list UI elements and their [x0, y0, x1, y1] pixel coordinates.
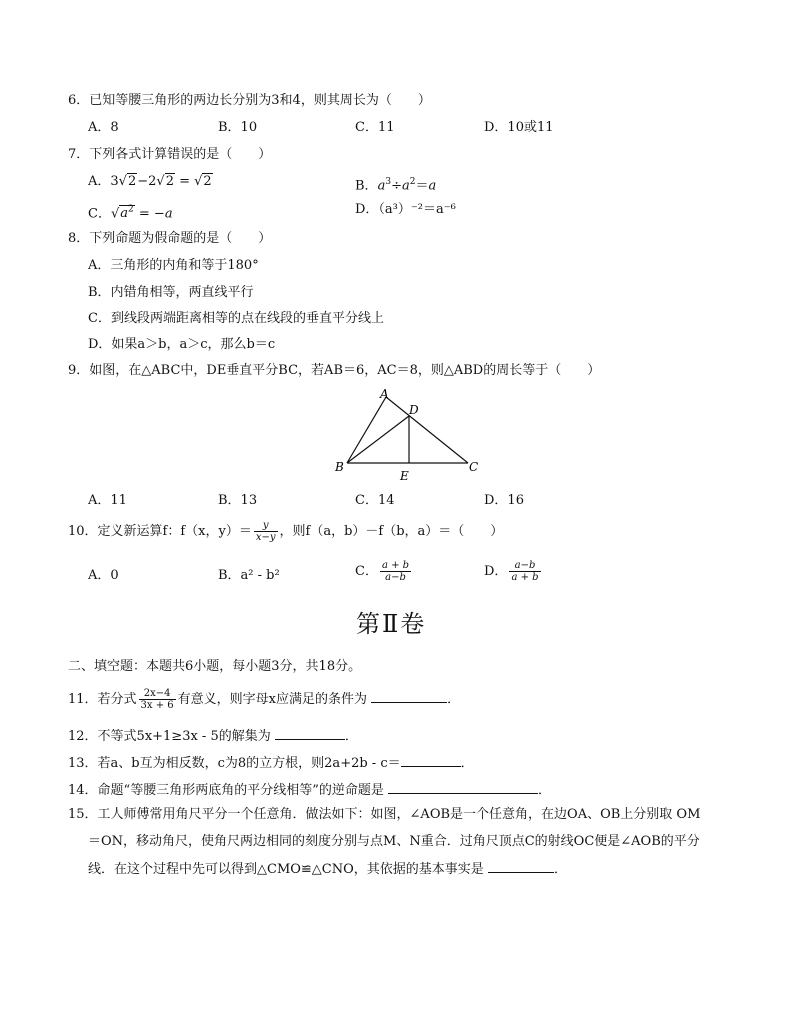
q14-pre: 14．命题“等腰三角形两底角的平分线相等”的逆命题是 — [68, 783, 384, 798]
q12-pre: 12．不等式5x+1≥3x - 5的解集为 — [68, 729, 271, 744]
q11-frac-num: 2x−4 — [139, 688, 176, 700]
q10-option-c-label: C． — [355, 564, 378, 579]
q7-option-c-label: C． — [88, 206, 111, 222]
label-d: D — [409, 403, 419, 417]
q12-answer-blank[interactable] — [275, 726, 345, 740]
q8-option-b: B．内错角相等，两直线平行 — [88, 285, 254, 300]
q11-frac-den: 3x + 6 — [140, 700, 174, 711]
q7-option-d: D．（a³）⁻²＝a⁻⁶ — [355, 202, 456, 217]
q13-answer-blank[interactable] — [401, 753, 461, 767]
q6-option-b: B．10 — [218, 120, 258, 135]
q13-pre: 13．若a、b互为相反数，c为8的立方根，则2a+2b - c＝ — [68, 756, 401, 771]
q6-option-c: C．11 — [355, 120, 395, 135]
q9-option-b: B．13 — [218, 493, 258, 508]
q15-line1: 15．工人师傅常用角尺平分一个任意角．做法如下：如图，∠AOB是一个任意角，在边OA、OB上分别取 OM — [68, 807, 701, 822]
q9-stem: 9．如图，在△ABC中，DE垂直平分BC，若AB＝6，AC＝8，则△ABD的周长等于（ ） — [68, 363, 601, 378]
q8-option-a: A．三角形的内角和等于180° — [88, 258, 259, 273]
triangle-figure — [330, 385, 500, 485]
q10-c-den: a−b — [385, 572, 406, 583]
q13-end: ． — [460, 756, 474, 771]
segment-bd — [347, 416, 409, 463]
segment-ac — [386, 397, 468, 463]
q9-option-c: C．14 — [355, 493, 395, 508]
label-a: A — [380, 387, 389, 401]
q14-answer-blank[interactable] — [388, 780, 538, 794]
q7-option-a: A．3√2−2√2 = √2 — [88, 174, 212, 189]
q14-end: ． — [537, 783, 551, 798]
q10-option-d — [484, 560, 543, 583]
q10-stem — [68, 520, 503, 543]
q15-line2: ＝ON，移动角尺，使角尺两边相同的刻度分别与点M、N重合．过角尺顶点C的射线OC便是∠AOB的平分 — [88, 834, 700, 849]
q10-option-c — [355, 560, 413, 583]
q6-option-a: A．8 — [88, 120, 119, 135]
q7-option-c: C．$√a^2 = -a$ — [88, 205, 173, 222]
q8-option-d: D．如果a＞b，a＞c，那么b＝c — [88, 337, 276, 352]
q11-pre: 11．若分式 — [68, 692, 137, 707]
q7-option-b-label: B． — [355, 178, 378, 194]
part2-title: 第Ⅱ卷 — [356, 610, 427, 638]
label-b: B — [335, 460, 344, 474]
q11-post: 有意义，则字母x应满足的条件为 — [177, 692, 367, 707]
q10-frac-den: x−y — [255, 532, 276, 543]
section2-heading: 二、填空题：本题共6小题，每小题3分，共18分。 — [68, 659, 362, 674]
segment-ab — [347, 397, 386, 463]
q10-d-num: a−b — [509, 560, 540, 572]
q10-c-num: a + b — [381, 560, 410, 571]
q11-fraction — [139, 688, 176, 711]
q9-option-d: D．16 — [484, 493, 524, 508]
q10-option-d-label: D． — [484, 564, 508, 579]
q11-end: ． — [447, 692, 461, 707]
q15-answer-blank[interactable] — [488, 859, 554, 873]
q6-stem: 6．已知等腰三角形的两边长分别为3和4，则其周长为（ ） — [68, 93, 431, 108]
q11-answer-blank[interactable] — [371, 689, 447, 703]
q8-option-c: C．到线段两端距离相等的点在线段的垂直平分线上 — [88, 311, 384, 326]
q10-stem-post: ，则f（a，b）－f（b，a）＝（ ） — [279, 524, 504, 539]
q10-stem-pre: 10．定义新运算f：f（x，y）＝ — [68, 524, 252, 539]
q15-line3 — [88, 859, 567, 879]
q10-option-d-fraction — [509, 560, 540, 583]
q7-stem: 7．下列各式计算错误的是（ ） — [68, 147, 272, 162]
q15-line3-text: 线．在这个过程中先可以得到△CMO≌△CNO，其依据的基本事实是 — [88, 862, 484, 877]
q10-frac-num: y — [254, 520, 278, 532]
q9-option-a: A．11 — [88, 493, 127, 508]
q10-option-a: A．0 — [88, 568, 119, 583]
q14 — [68, 780, 551, 800]
q10-option-c-fraction — [380, 560, 411, 583]
q10-option-b: B．a² - b² — [218, 568, 280, 583]
label-e: E — [400, 469, 409, 483]
q7-option-b: B．$a^3\div a^2=a$ — [355, 177, 437, 194]
q6-option-d: D．10或11 — [484, 120, 554, 135]
q12 — [68, 726, 358, 746]
q7-option-a-label: A． — [88, 174, 111, 189]
q13 — [68, 753, 474, 773]
q10-d-den: a + b — [511, 572, 539, 583]
q11 — [68, 688, 460, 711]
q8-stem: 8．下列命题为假命题的是（ ） — [68, 231, 272, 246]
q12-end: ． — [344, 729, 358, 744]
q10-fraction — [254, 520, 278, 543]
label-c: C — [469, 460, 479, 474]
q15-end: ． — [553, 862, 567, 877]
